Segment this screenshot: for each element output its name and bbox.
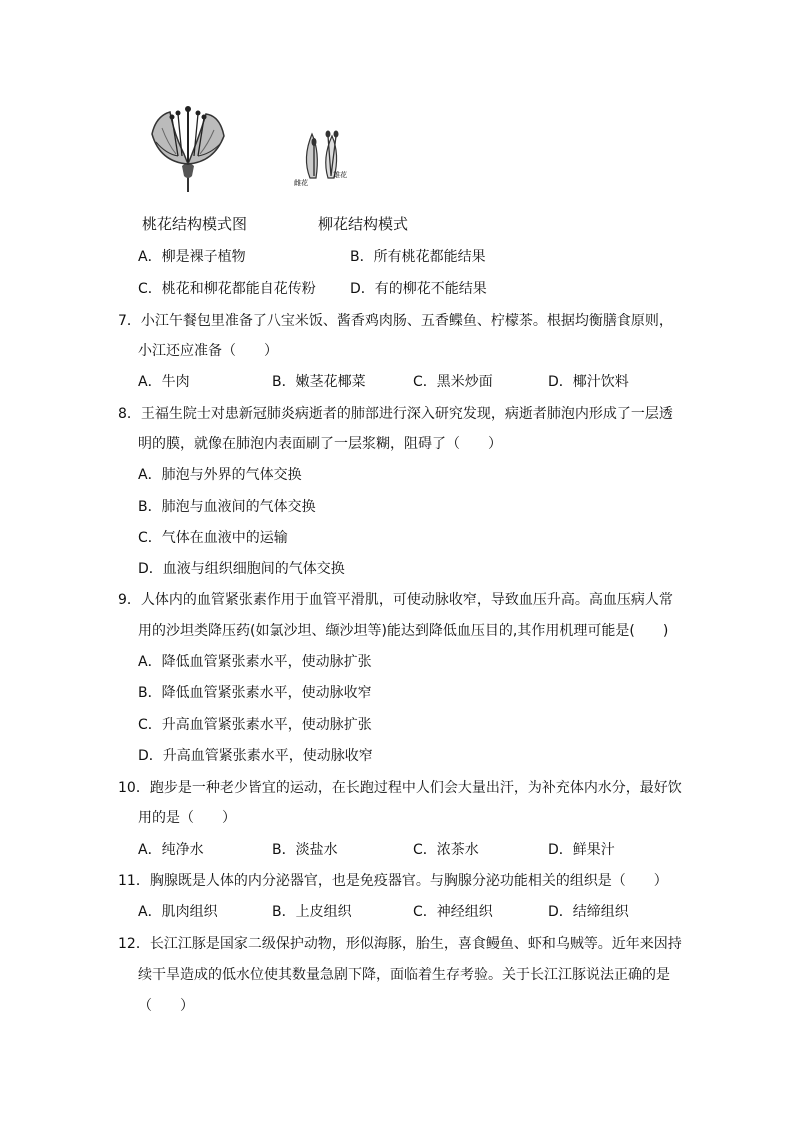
q10-stem-line-2: 用的是（ ）: [138, 810, 236, 826]
q12-stem-line-3: （ ）: [138, 998, 194, 1014]
q8-stem-line-2: 明的膜，就像在肺泡内表面刷了一层浆糊，阻碍了（ ）: [138, 436, 502, 452]
q8-option-a: A．肺泡与外界的气体交换: [138, 467, 302, 483]
q10-option-d: D．鲜果汁: [548, 842, 615, 858]
q9-stem-line-1: 9．人体内的血管紧张素作用于血管平滑肌，可使动脉收窄，导致血压升高。高血压病人常: [118, 592, 673, 608]
q9-option-a: A．降低血管紧张素水平，使动脉扩张: [138, 654, 372, 670]
q10-option-b: B．淡盐水: [272, 842, 338, 858]
peach-flower-figure: [148, 104, 228, 196]
willow-male-label: 雄花: [333, 171, 347, 179]
q6-option-c: C．桃花和柳花都能自花传粉: [138, 281, 316, 297]
willow-caption: 柳花结构模式: [318, 215, 409, 233]
willow-female-label: 雌花: [294, 179, 308, 187]
q8-option-c: C．气体在血液中的运输: [138, 530, 288, 546]
q9-option-d: D．升高血管紧张素水平，使动脉收窄: [138, 748, 373, 764]
q11-stem-line-1: 11．胸腺既是人体的内分泌器官，也是免疫器官。与胸腺分泌功能相关的组织是（ ）: [118, 873, 668, 889]
q12-stem-line-1: 12．长江江豚是国家二级保护动物，形似海豚，胎生，喜食鳗鱼、虾和乌贼等。近年来因持: [118, 936, 682, 952]
peach-caption: 桃花结构模式图: [142, 215, 248, 233]
q7-option-b: B．嫩茎花椰菜: [272, 374, 366, 390]
q7-stem-line-1: 7．小江午餐包里准备了八宝米饭、酱香鸡肉肠、五香鲽鱼、柠檬茶。根据均衡膳食原则，: [118, 313, 673, 329]
q10-option-a: A．纯净水: [138, 842, 204, 858]
q8-stem-line-1: 8．王福生院士对患新冠肺炎病逝者的肺部进行深入研究发现，病逝者肺泡内形成了一层透: [118, 406, 673, 422]
q12-stem-line-2: 续干旱造成的低水位使其数量急剧下降，面临着生存考验。关于长江江豚说法正确的是: [138, 967, 670, 983]
q11-option-d: D．结缔组织: [548, 904, 629, 920]
q8-option-b: B．肺泡与血液间的气体交换: [138, 499, 316, 515]
q7-stem-line-2: 小江还应准备（ ）: [138, 343, 278, 359]
q9-option-c: C．升高血管紧张素水平，使动脉扩张: [138, 717, 372, 733]
q11-option-c: C．神经组织: [413, 904, 493, 920]
q7-option-a: A．牛肉: [138, 374, 190, 390]
q6-option-b: B．所有桃花都能结果: [350, 249, 486, 265]
q11-option-b: B．上皮组织: [272, 904, 352, 920]
q10-option-c: C．浓茶水: [413, 842, 479, 858]
q7-option-d: D．椰汁饮料: [548, 374, 629, 390]
q8-option-d: D．血液与组织细胞间的气体交换: [138, 561, 345, 577]
q6-option-d: D．有的柳花不能结果: [350, 281, 487, 297]
q11-option-a: A．肌肉组织: [138, 904, 218, 920]
q6-option-a: A．柳是裸子植物: [138, 249, 246, 265]
q9-stem-line-2: 用的沙坦类降压药(如氯沙坦、缬沙坦等)能达到降低血压目的,其作用机理可能是( ): [138, 623, 669, 639]
q9-option-b: B．降低血管紧张素水平，使动脉收窄: [138, 685, 372, 701]
q7-option-c: C．黑米炒面: [413, 374, 493, 390]
q10-stem-line-1: 10．跑步是一种老少皆宜的运动，在长跑过程中人们会大量出汗，为补充体内水分，最好饮: [118, 780, 682, 796]
